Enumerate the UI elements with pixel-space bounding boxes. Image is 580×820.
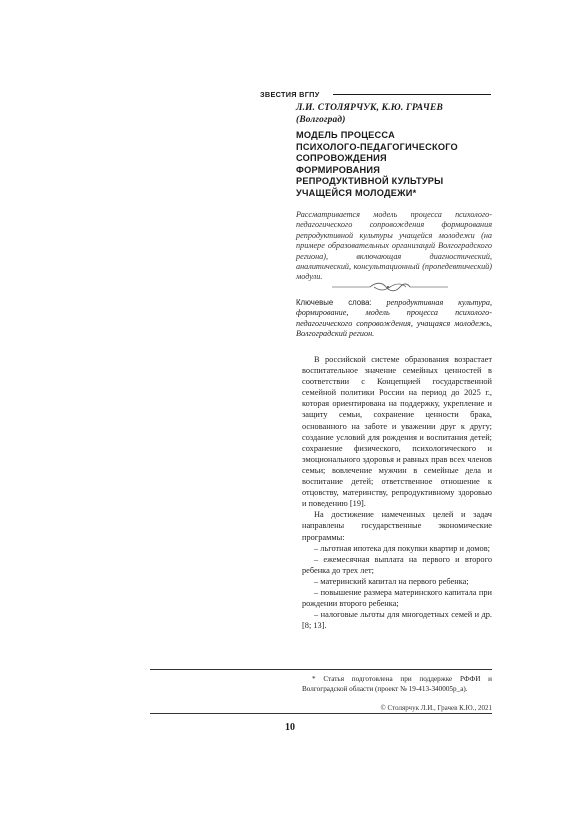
body-paragraph: В российской системе образования возрастает воспитательное значение семейных ценностей в соответствии с Концепцией государственной семейной политики России на период до 2025 г., которая ориентирована на поддержку, укрепление и защиту семьи, сохранение ценности брака, основанного на заботе и уважении друг к другу; создание условий для рождения и воспитания детей; сохранение физического, психологического и эмоционального здоровья и равных прав всех членов семьи; вовлечение мужчин в семейные дела и воспитание детей; ответственное отношение к отцовству, материнству, репродуктивному здоровью и поведению [19]. bbox=[302, 355, 492, 509]
bottom-rule bbox=[150, 713, 492, 714]
keywords bbox=[296, 298, 492, 339]
title-line: УЧАЩЕЙСЯ МОЛОДЕЖИ* bbox=[296, 187, 417, 198]
footnote-rule bbox=[150, 669, 492, 670]
title-line: РЕПРОДУКТИВНОЙ КУЛЬТУРЫ bbox=[296, 176, 444, 187]
author-names: Л.И. СТОЛЯРЧУК, К.Ю. ГРАЧЕВ bbox=[296, 103, 443, 113]
title-line: МОДЕЛЬ ПРОЦЕССА bbox=[296, 130, 395, 140]
authors-block bbox=[296, 103, 496, 126]
author-city: (Волгоград) bbox=[296, 114, 346, 125]
footnote: * Статья подготовлена при поддержке РФФИ и Волгоградской области (проект № 19-413-340005р_а). bbox=[302, 675, 492, 693]
journal-header: ЗВЕСТИЯ ВГПУ bbox=[260, 90, 320, 99]
decorative-divider-icon bbox=[330, 281, 450, 293]
list-item: – налоговые льготы для многодетных семей и др. [8; 13]. bbox=[302, 610, 492, 631]
page-number: 10 bbox=[285, 722, 295, 733]
article-title bbox=[296, 130, 496, 200]
list-item: – льготная ипотека для покупки квартир и домов; bbox=[314, 543, 490, 553]
title-line: СОПРОВОЖДЕНИЯ bbox=[296, 153, 387, 164]
keywords-text: репродуктивная культура, формирование, модель процесса психолого-педагогического сопровождения, учащаяся молодежь, Волгоградский регион. bbox=[296, 298, 492, 338]
keywords-label: Ключевые слова: bbox=[296, 298, 372, 307]
copyright: © Столярчук Л.И., Грачев К.Ю., 2021 bbox=[380, 704, 492, 712]
title-line: ПСИХОЛОГО-ПЕДАГОГИЧЕСКОГО bbox=[296, 141, 458, 152]
abstract: Рассматривается модель процесса психолого-педагогического сопровождения формирования репродуктивной культуры учащейся молодежи (на примере образовательных организаций Волгоградского региона), включающая диагностический, аналитический, консультационный (пропедевтический) модули. bbox=[296, 210, 492, 282]
list-item: – материнский капитал на первого ребенка; bbox=[314, 576, 469, 586]
list-item: – ежемесячная выплата на первого и второго ребенка до трех лет; bbox=[302, 554, 492, 575]
title-line: ФОРМИРОВАНИЯ bbox=[296, 164, 381, 175]
header-rule bbox=[333, 94, 491, 95]
list-item: – повышение размера материнского капитала при рождении второго ребенка; bbox=[302, 587, 492, 609]
article-body bbox=[302, 354, 492, 631]
body-paragraph: На достижение намеченных целей и задач направлены государственные экономические программы: bbox=[302, 510, 492, 542]
